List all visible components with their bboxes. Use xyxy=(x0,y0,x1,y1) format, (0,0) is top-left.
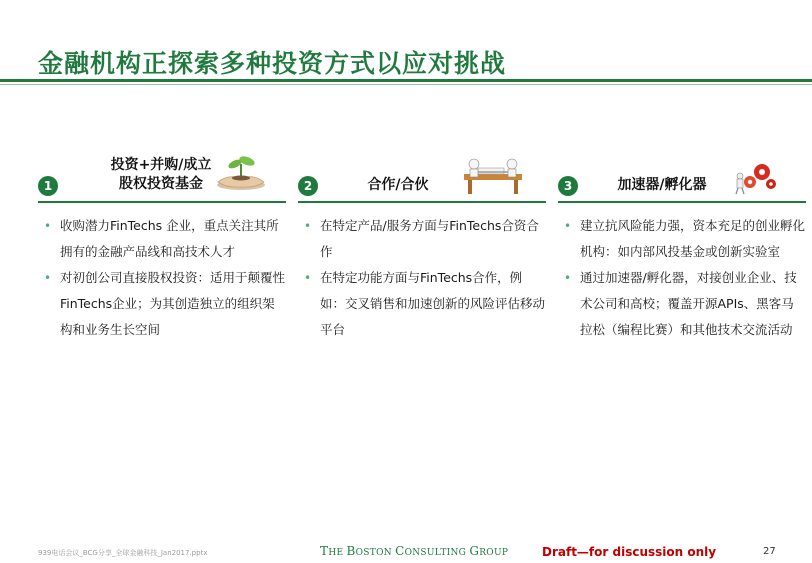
column-rule xyxy=(298,201,546,203)
brand-small-caps: HE xyxy=(328,548,347,558)
column-heading: 合作/合伙 xyxy=(367,177,429,193)
column-rule xyxy=(38,201,286,203)
column-header xyxy=(558,150,806,200)
column-rule xyxy=(558,201,806,203)
column-accelerator xyxy=(558,150,806,337)
bullet-list xyxy=(298,213,546,343)
hands-holding-seedling-icon xyxy=(214,152,268,192)
gears-figure-icon xyxy=(732,160,778,196)
brand-letter: B xyxy=(346,544,356,558)
bullet-item: • 通过加速器/孵化器，对接创业企业、技术公司和高校；覆盖开源APIs、黑客马拉松（编程比赛）和其他技术交流活动 xyxy=(558,265,806,343)
brand-letter: G xyxy=(469,544,480,558)
number-badge: 2 xyxy=(298,176,318,196)
bullet-item: • 收购潜力FinTechs 企业，重点关注其所拥有的金融产品线和高技术人才 xyxy=(38,213,286,265)
brand-letter: C xyxy=(395,544,405,558)
brand-small-caps: ROUP xyxy=(479,548,509,558)
draft-notice: Draft—for discussion only xyxy=(542,545,717,559)
number-badge: 1 xyxy=(38,176,58,196)
brand-small-caps: ONSULTING xyxy=(404,548,470,558)
bullet-list xyxy=(558,213,806,343)
footer-brand xyxy=(320,544,508,558)
bullet-item: • 建立抗风险能力强，资本充足的创业孵化机构：如内部风投基金或创新实验室 xyxy=(558,213,806,265)
bullet-item: • 在特定功能方面与FinTechs合作，例如：交叉销售和加速创新的风险评估移动平台 xyxy=(298,265,546,343)
number-badge: 3 xyxy=(558,176,578,196)
column-heading: 加速器/孵化器 xyxy=(617,177,707,193)
bullet-item: • 对初创公司直接股权投资：适用于颠覆性FinTechs企业；为其创造独立的组织架构和业务生长空间 xyxy=(38,265,286,343)
column-heading: 投资+并购/成立 股权投资基金 xyxy=(110,157,212,192)
brand-small-caps: OSTON xyxy=(355,548,396,558)
column-header xyxy=(298,150,546,200)
handshake-figures-icon xyxy=(458,158,528,196)
column-cooperation xyxy=(298,150,546,337)
bullet-list xyxy=(38,213,286,343)
brand-letter: T xyxy=(320,544,329,558)
title-rule-thin xyxy=(0,84,812,85)
slide-title: 金融机构正探索多种投资方式以应对挑战 xyxy=(38,49,507,78)
title-rule xyxy=(0,79,812,82)
bullet-item: • 在特定产品/服务方面与FinTechs合资合作 xyxy=(298,213,546,265)
footer-filename: 939电话会议_BCG分享_全球金融科技_Jan2017.pptx xyxy=(38,549,208,557)
column-investment xyxy=(38,150,286,337)
page-number: 27 xyxy=(763,546,776,557)
column-header xyxy=(38,150,286,200)
